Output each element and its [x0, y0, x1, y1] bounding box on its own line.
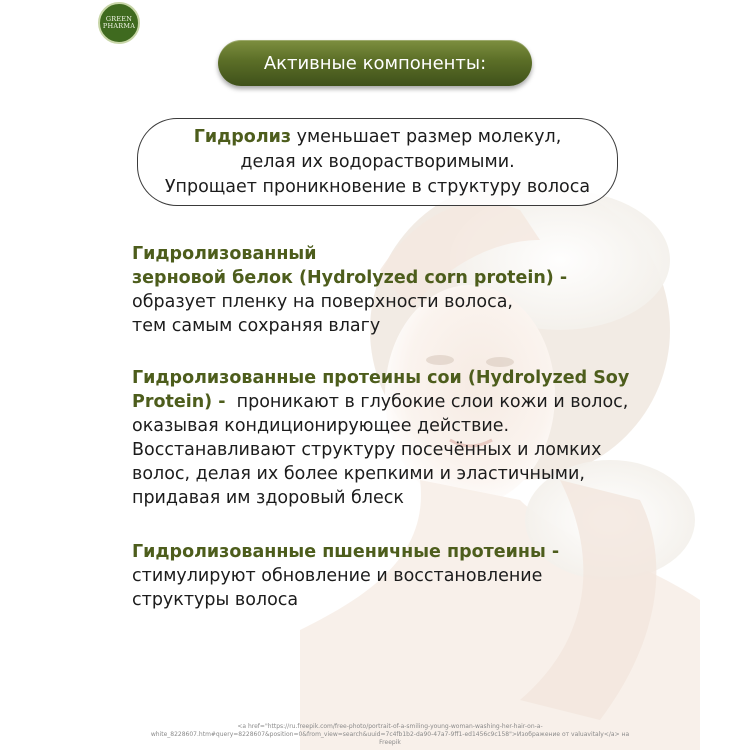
- section-title-line: Гидролизованные протеины сои (Hydrolyzed Soy: [132, 368, 630, 388]
- intro-line1: [194, 125, 562, 150]
- brand-logo: [98, 2, 140, 44]
- intro-line1-rest: уменьшает размер молекул,: [291, 126, 562, 147]
- section-soy-protein: [132, 366, 652, 510]
- credit-line: white_8228607.htm#query=8228607&position=0&from_view=search&uuid=7c4fb1b2-da90-47a7-9ff1-ed1456c9c158">Изображение от valuavitaly</a> на Freepik: [150, 731, 630, 746]
- section-body-line: стимулируют обновление и восстановление: [132, 566, 543, 586]
- section-body-line: оказывая кондиционирующее действие.: [132, 416, 510, 436]
- intro-term: Гидролиз: [193, 126, 292, 147]
- logo-line1: GREEN: [105, 15, 133, 23]
- section-body-line: структуры волоса: [132, 590, 299, 610]
- heading-banner: [218, 40, 532, 86]
- intro-line3: Упрощает проникновение в структуру волоса: [164, 176, 591, 197]
- section-corn-protein: [132, 242, 652, 338]
- credit-line: <a href="https://ru.freepik.com/free-photo/portrait-of-a-smiling-young-woman-washing-her-hair-on-a-: [237, 723, 543, 730]
- section-title-line: Гидролизованные пшеничные протеины -: [132, 542, 560, 562]
- section-title-line: Гидролизованный: [132, 244, 317, 264]
- section-body-line: Восстанавливают структуру посечённых и ломких: [132, 440, 602, 460]
- logo-line2: PHARMA: [102, 22, 136, 30]
- heading-text: Активные компоненты:: [263, 52, 487, 74]
- section-mixed-line: [132, 390, 652, 414]
- section-wheat-protein: [132, 540, 652, 612]
- intro-box: [137, 118, 618, 206]
- section-body-line: проникают в глубокие слои кожи и волос,: [225, 392, 629, 412]
- section-body-line: образует пленку на поверхности волоса,: [132, 292, 513, 312]
- section-body-line: волос, делая их более крепкими и эластичными,: [132, 464, 585, 484]
- intro-line2: делая их водорастворимыми.: [240, 151, 515, 172]
- section-body-line: придавая им здоровый блеск: [132, 488, 404, 508]
- section-body-line: тем самым сохраняя влагу: [132, 316, 381, 336]
- section-title-line: зерновой белок (Hydrolyzed corn protein) -: [132, 268, 568, 288]
- section-title-line: Protein) -: [132, 392, 226, 412]
- image-credit: [150, 723, 630, 747]
